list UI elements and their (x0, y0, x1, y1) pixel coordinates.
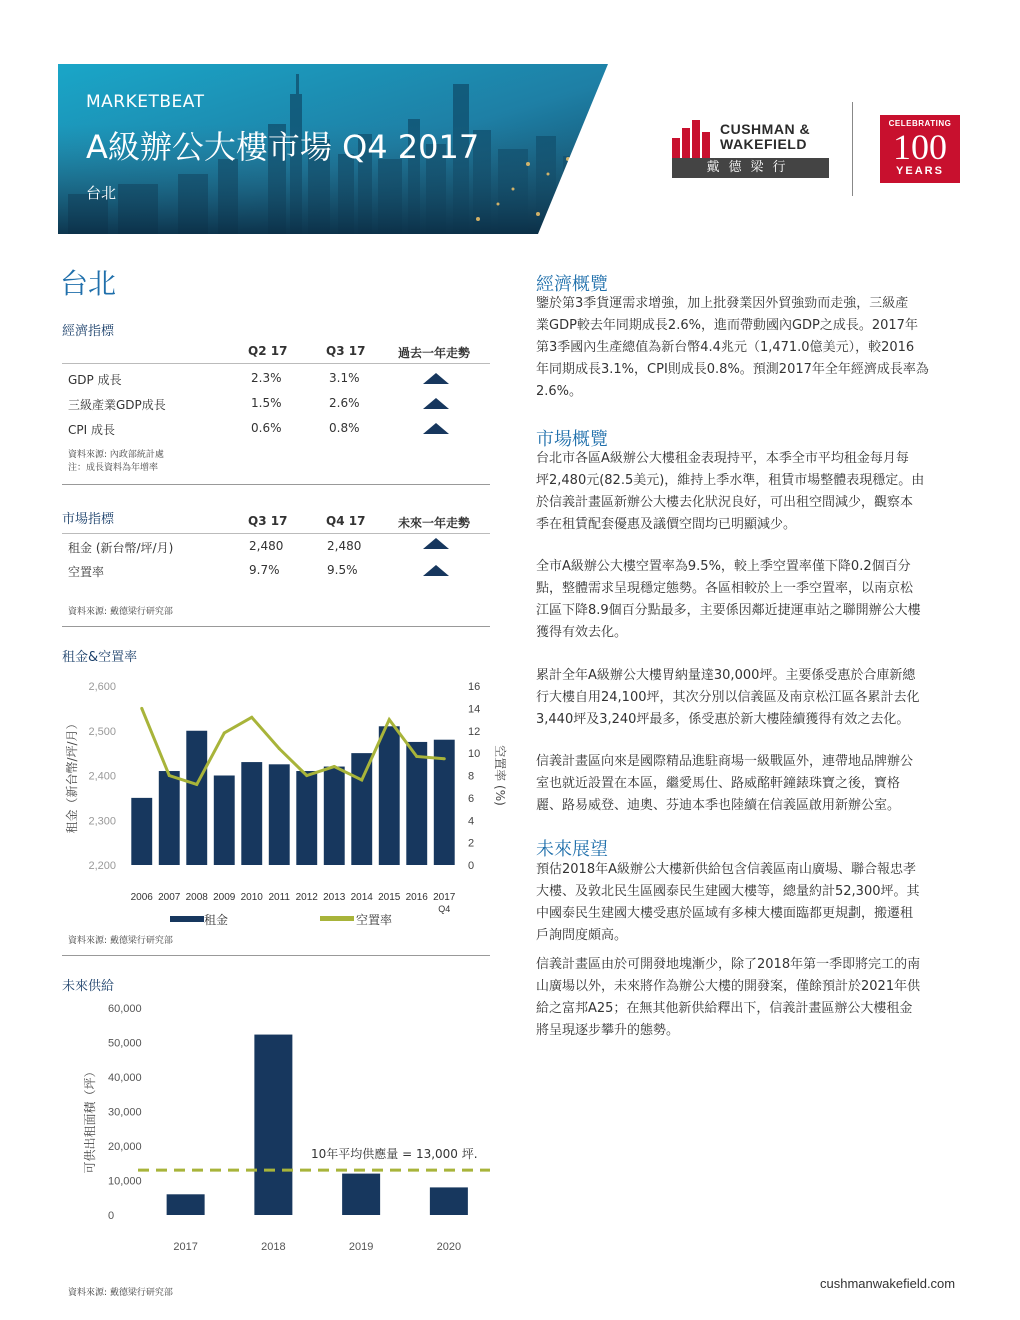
x-tick-label: 2012 (295, 892, 318, 903)
x-tick-label: 2017 (173, 1241, 198, 1253)
market-overview-para: 信義計畫區向來是國際精品進駐商場一級戰區外，連帶地品牌辦公 室也就近設置在本區，繼愛馬仕、路威酩軒鐘錶珠寶之後，寶格 麗、路易威登、迪奧、芬迪本季也陸續在信義區啟用新辦公室。 (536, 754, 914, 813)
y-tick-label: 2,500 (88, 725, 116, 738)
logo-divider (852, 102, 853, 196)
footer-website[interactable]: cushmanwakefield.com (820, 1276, 956, 1291)
vacancy-point (305, 774, 308, 777)
rent-bar (351, 753, 372, 865)
econ-overview-heading: 經濟概覽 (536, 274, 608, 295)
market-indicators-title: 市場指標 (62, 512, 115, 527)
vacancy-point (360, 778, 363, 781)
section-divider (62, 626, 490, 627)
y2-tick-label: 2 (468, 837, 475, 850)
rent-bar (159, 771, 180, 865)
outlook-para: 信義計畫區由於可開發地塊漸少，除了2018年第一季即將完工的南 山廣場以外，未來將作為辦公大樓的開發案，僅餘預計於2021年供 給之富邦A25；在無其他新供給釋出下，信義計畫區辦公大樓租金 將呈現逐步攀升的態勢。 (536, 957, 921, 1038)
future-supply-chart (58, 996, 498, 1258)
legend-rent-swatch (170, 916, 204, 922)
vacancy-point (278, 747, 281, 750)
econ-source: 資料來源: 內政部統計處 注：成長資料為年增率 (68, 450, 164, 473)
rent-bar (379, 726, 400, 865)
x-tick-sublabel: Q4 (438, 904, 451, 914)
trend-up-icon (423, 373, 449, 384)
market-row-value: 9.5% (327, 563, 358, 577)
page-title: A級辦公大樓市場 Q4 2017 (86, 128, 480, 166)
econ-col-header: 過去一年走勢 (398, 346, 471, 360)
rent-vacancy-chart (58, 672, 507, 934)
y2-tick-label: 8 (468, 770, 475, 783)
y-tick-label: 60,000 (108, 1003, 142, 1015)
vacancy-point (223, 731, 226, 734)
econ-row-value: 2.6% (329, 396, 360, 410)
y2-tick-label: 16 (468, 681, 481, 693)
y-tick-label: 2,600 (88, 681, 116, 693)
market-col-header: Q3 17 (248, 514, 288, 528)
market-overview-para: 累計全年A級辦公大樓胃納量達30,000坪。主要係受惠於合庫新總 行大樓自用24,100坪，其次分別以信義區及南京松江區各累計去化 3,440坪及3,240坪最多，係受惠於新大樓陸續獲得有效之去化。 (536, 668, 920, 727)
x-tick-label: 2014 (350, 892, 373, 903)
y2-tick-label: 14 (468, 703, 481, 716)
market-source: 資料來源: 戴德梁行研究部 (68, 607, 173, 617)
y2-tick-label: 4 (468, 815, 475, 828)
rent-bar (269, 764, 290, 865)
x-tick-label: 2020 (436, 1241, 462, 1253)
market-row-value: 2,480 (327, 539, 362, 553)
vacancy-point (333, 765, 336, 768)
vacancy-point (140, 707, 143, 710)
supply-bar (342, 1174, 380, 1215)
supply-bar (167, 1194, 205, 1215)
logo-mark-icon (672, 120, 714, 158)
section-divider (62, 484, 490, 485)
vacancy-point (250, 716, 253, 719)
rent-bar (214, 776, 235, 866)
supply-bar (430, 1187, 468, 1215)
market-overview-para: 台北市各區A級辦公大樓租金表現持平，本季全市平均租金每月每 坪2,480元(82.5美元)，維持上季水準，租賃市場整體表現穩定。由 於信義計畫區新辦公大樓去化狀況良好，可出租空間減少，觀察本 季在租賃配套優惠及議價空間均已明顯減少。 (536, 451, 925, 532)
y-tick-label: 0 (108, 1210, 115, 1222)
market-row-value: 2,480 (249, 539, 284, 553)
y-tick-label: 20,000 (108, 1141, 142, 1153)
market-col-header: 未來一年走勢 (398, 516, 471, 530)
x-tick-label: 2015 (378, 892, 401, 903)
logo-wordmark: CUSHMAN & WAKEFIELD (720, 121, 811, 152)
legend-vacancy-swatch (320, 916, 354, 921)
econ-row-label: CPI 成長 (68, 423, 115, 437)
market-overview-heading: 市場概覽 (536, 429, 608, 450)
trend-up-icon (423, 423, 449, 434)
trend-up-icon (423, 398, 449, 409)
header-banner (58, 64, 608, 234)
econ-row-label: GDP 成長 (68, 373, 122, 387)
econ-row-value: 1.5% (251, 396, 282, 410)
rent-bar (296, 771, 317, 865)
market-row-value: 9.7% (249, 563, 280, 577)
rent-bar (241, 762, 262, 865)
econ-col-header: Q2 17 (248, 344, 288, 358)
table-rule (62, 533, 490, 534)
y-axis-label: 租金（新台幣/坪/月） (65, 717, 79, 834)
page-subtitle: 台北 (86, 184, 117, 202)
vacancy-point (415, 755, 418, 758)
company-logo (672, 116, 832, 180)
supply-bar (254, 1035, 292, 1215)
market-row-label: 租金 (新台幣/坪/月) (68, 541, 174, 555)
x-tick-label: 2019 (348, 1241, 374, 1253)
x-tick-label: 2018 (261, 1241, 286, 1253)
econ-indicators-title: 經濟指標 (62, 324, 115, 339)
rent-bar (406, 742, 427, 865)
centennial-badge: CELEBRATING 100 YEARS (880, 115, 960, 183)
outlook-para: 預估2018年A級辦公大樓新供給包含信義區南山廣場、聯合報忠孝 大樓、及敦北民生區國泰民生建國大樓等，總量約計52,300坪。其 中國泰民生建國大樓受惠於區域有多棟大樓面臨都更規劃，搬遷租 戶詢問度頗高。 (536, 862, 920, 943)
market-row-label: 空置率 (68, 565, 105, 579)
econ-row-value: 0.6% (251, 421, 282, 435)
y-tick-label: 40,000 (108, 1072, 142, 1084)
x-tick-label: 2010 (240, 892, 263, 903)
average-supply-label: 10年平均供應量 = 13,000 坪. (311, 1147, 478, 1162)
legend-vacancy-label: 空置率 (356, 913, 393, 927)
econ-col-header: Q3 17 (326, 344, 366, 358)
section-divider (62, 955, 490, 956)
x-tick-label: 2007 (158, 892, 181, 903)
outlook-heading: 未來展望 (536, 839, 608, 860)
x-tick-label: 2006 (130, 892, 153, 903)
logo-chinese-name: 戴德梁行 (672, 158, 829, 178)
y2-tick-label: 12 (468, 725, 481, 738)
y2-tick-label: 6 (468, 792, 475, 805)
econ-row-value: 2.3% (251, 371, 282, 385)
econ-row-value: 3.1% (329, 371, 360, 385)
y-tick-label: 50,000 (108, 1037, 142, 1050)
trend-up-icon (423, 565, 449, 576)
y-tick-label: 2,200 (88, 860, 116, 872)
y2-tick-label: 0 (468, 860, 475, 872)
y2-tick-label: 10 (468, 748, 481, 761)
x-tick-label: 2013 (323, 892, 346, 903)
vacancy-point (388, 718, 391, 721)
rent-bar (131, 798, 152, 865)
vacancy-point (443, 757, 446, 760)
x-tick-label: 2016 (405, 892, 428, 903)
market-overview-para: 全市A級辦公大樓空置率為9.5%，較上季空置率僅下降0.2個百分 點，整體需求呈現穩定態勢。各區相較於上一季空置率，以南京松 江區下降8.9個百分點最多，主要係因鄰近捷運車站之聯開辦公大樓 獲得有效去化。 (536, 559, 921, 640)
table-rule (62, 363, 490, 364)
series-label: MARKETBEAT (86, 92, 205, 112)
econ-row-label: 三級產業GDP成長 (68, 398, 166, 412)
y2-axis-label: 空置率 (%) (493, 745, 507, 806)
vacancy-point (195, 783, 198, 786)
market-col-header: Q4 17 (326, 514, 366, 528)
trend-up-icon (423, 538, 449, 549)
rent-chart-source: 資料來源: 戴德梁行研究部 (68, 936, 173, 946)
y-tick-label: 2,400 (88, 770, 116, 783)
econ-overview-text: 鑒於第3季貨運需求增強，加上批發業因外貿強勁而走強，三級產 業GDP較去年同期成長2.6%，進而帶動國內GDP之成長。2017年 第3季國內生產總值為新台幣4.4兆元（1,471.0億美元），較2016 年同期成長3.1%，CPI則成長0.8%。預測2017年全年經濟成長率為 2.6%。 (536, 296, 929, 399)
x-tick-label: 2009 (213, 892, 236, 903)
rent-chart-title: 租金&空置率 (62, 650, 138, 665)
y-tick-label: 2,300 (88, 815, 116, 828)
legend-rent-label: 租金 (204, 913, 229, 927)
vacancy-point (168, 774, 171, 777)
city-heading: 台北 (60, 267, 117, 300)
rent-bar (186, 731, 207, 865)
x-tick-label: 2017 (433, 892, 456, 903)
econ-row-value: 0.8% (329, 421, 360, 435)
x-tick-label: 2011 (268, 892, 291, 903)
supply-chart-source: 資料來源: 戴德梁行研究部 (68, 1288, 173, 1298)
y-tick-label: 10,000 (108, 1175, 142, 1188)
supply-chart-title: 未來供給 (62, 979, 115, 994)
y-axis-label: 可供出租面積（坪） (83, 1065, 97, 1174)
rent-bar (324, 767, 345, 865)
y-tick-label: 30,000 (108, 1106, 142, 1119)
x-tick-label: 2008 (185, 892, 208, 903)
